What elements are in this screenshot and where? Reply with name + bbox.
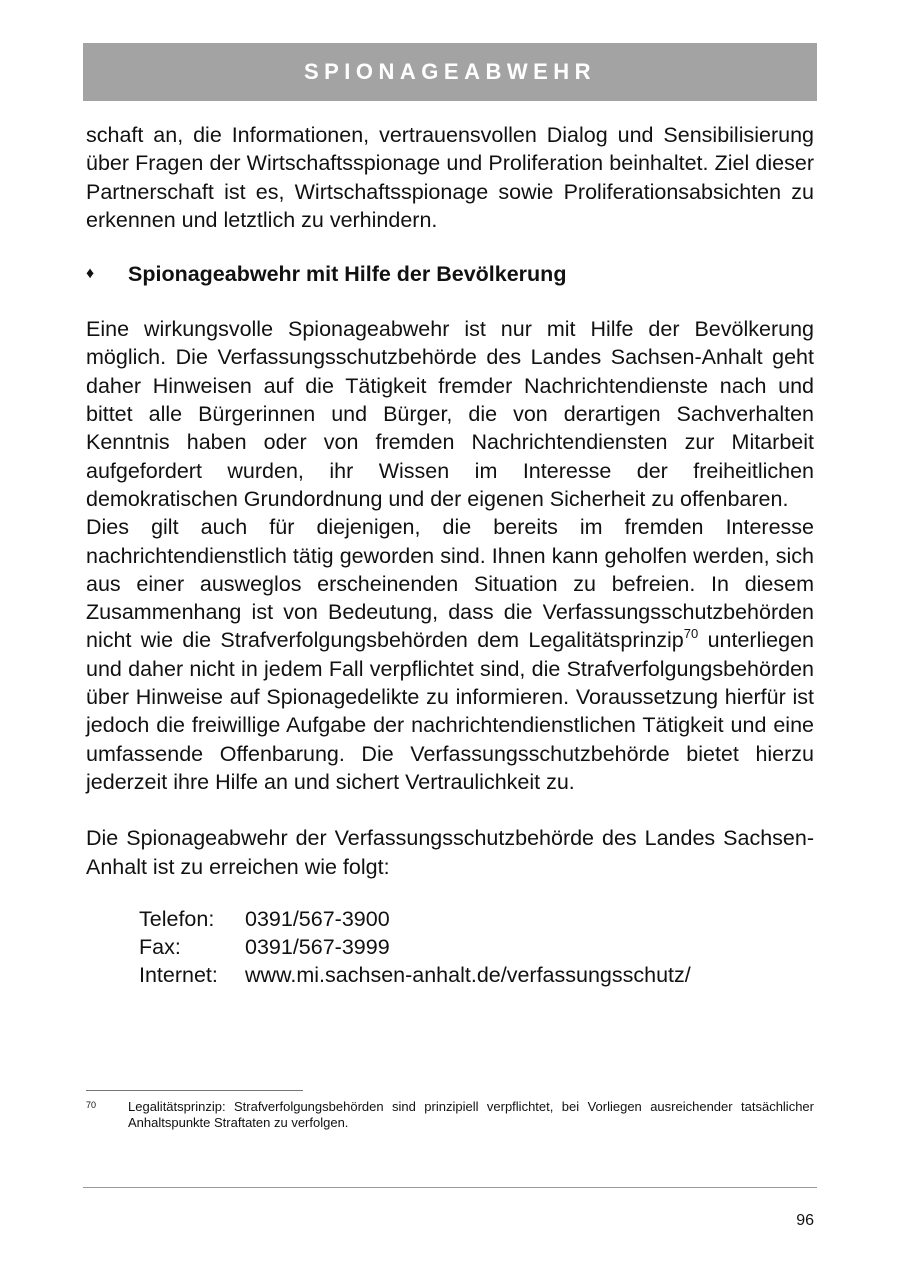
- contact-label: Fax:: [139, 935, 181, 960]
- contact-label: Telefon:: [139, 906, 215, 931]
- footnote: [86, 1099, 814, 1131]
- intro-paragraph: schaft an, die Informationen, vertrauensvollen Dialog und Sensibilisierung über Fragen der Wirtschaftsspionage und Proliferation beinhaltet. Ziel dieser Partnerschaft ist es, Wirtschaftsspionage sowie Proliferationsabsichten zu erkennen und letztlich zu verhindern.: [86, 123, 814, 232]
- contact-row-internet: [139, 961, 814, 989]
- header-band: [83, 43, 817, 101]
- fax-value: 0391/567-3999: [245, 935, 390, 960]
- footnote-number: 70: [86, 1100, 97, 1110]
- section-heading-text: Spionageabwehr mit Hilfe der Bevölkerung: [128, 262, 567, 287]
- paragraph-legality-part1: Dies gilt auch für diejenigen, die bereits im fremden Interesse nachrichtendienstlich tätig geworden sind. Ihnen kann geholfen werden, sich aus einer ausweglos erscheinenden Situation zu befreien. In diesem Zusammenhang ist von Bedeutung, dass die Verfassungsschutzbehörden nicht wie die Strafverfolgungsbehörden dem Legalitätsprinzip: [86, 515, 814, 653]
- diamond-bullet-icon: ♦: [86, 265, 95, 283]
- internet-link[interactable]: www.mi.sachsen-anhalt.de/verfassungsschutz/: [245, 963, 691, 988]
- footnote-reference[interactable]: 70: [683, 626, 699, 642]
- contact-row-fax: [139, 933, 814, 961]
- paragraph-population: Eine wirkungsvolle Spionageabwehr ist nur mit Hilfe der Bevölkerung möglich. Die Verfassungsschutzbehörde des Landes Sachsen-Anhalt geht daher Hinweisen auf die Tätigkeit fremder Nachrichtendienste nach und bittet alle Bürgerinnen und Bürger, die von derartigen Sachverhalten Kenntnis haben oder von fremden Nachrichtendiensten zur Mitarbeit aufgefordert wurden, ihr Wissen im Interesse der freiheitlichen demokratischen Grundordnung und der eigenen Sicherheit zu offenbaren.: [86, 317, 814, 511]
- section-heading: [86, 260, 814, 288]
- phone-value: 0391/567-3900: [245, 906, 390, 931]
- footnote-divider: [86, 1090, 303, 1091]
- page-title: SPIONAGEABWEHR: [303, 59, 597, 84]
- paragraph-legality-part2: unterliegen und daher nicht in jedem Fall verpflichtet sind, die Strafverfolgungsbehörden über Hinweise auf Spionagedelikte zu informieren. Voraussetzung hierfür ist jedoch die freiwillige Aufgabe der nachrichtendienstlichen Tätigkeit und eine umfassende Offenbarung. Die Verfassungsschutzbehörde bietet hierzu jederzeit ihre Hilfe an und sichert Vertraulichkeit zu.: [86, 628, 814, 794]
- footnote-text: Legalitätsprinzip: Strafverfolgungsbehörden sind prinzipiell verpflichtet, bei Vorliegen ausreichender tatsächlicher Anhaltspunkte Straftaten zu verfolgen.: [128, 1099, 814, 1130]
- contact-list: [139, 905, 814, 990]
- page-number: 96: [796, 1212, 814, 1229]
- footer-divider: [83, 1187, 817, 1188]
- contact-label: Internet:: [139, 963, 218, 988]
- contact-row-phone: [139, 905, 814, 933]
- paragraph-legality: [86, 513, 814, 796]
- main-content: [86, 121, 814, 990]
- paragraph-contact-intro: Die Spionageabwehr der Verfassungsschutzbehörde des Landes Sachsen-Anhalt ist zu erreichen wie folgt:: [86, 826, 814, 879]
